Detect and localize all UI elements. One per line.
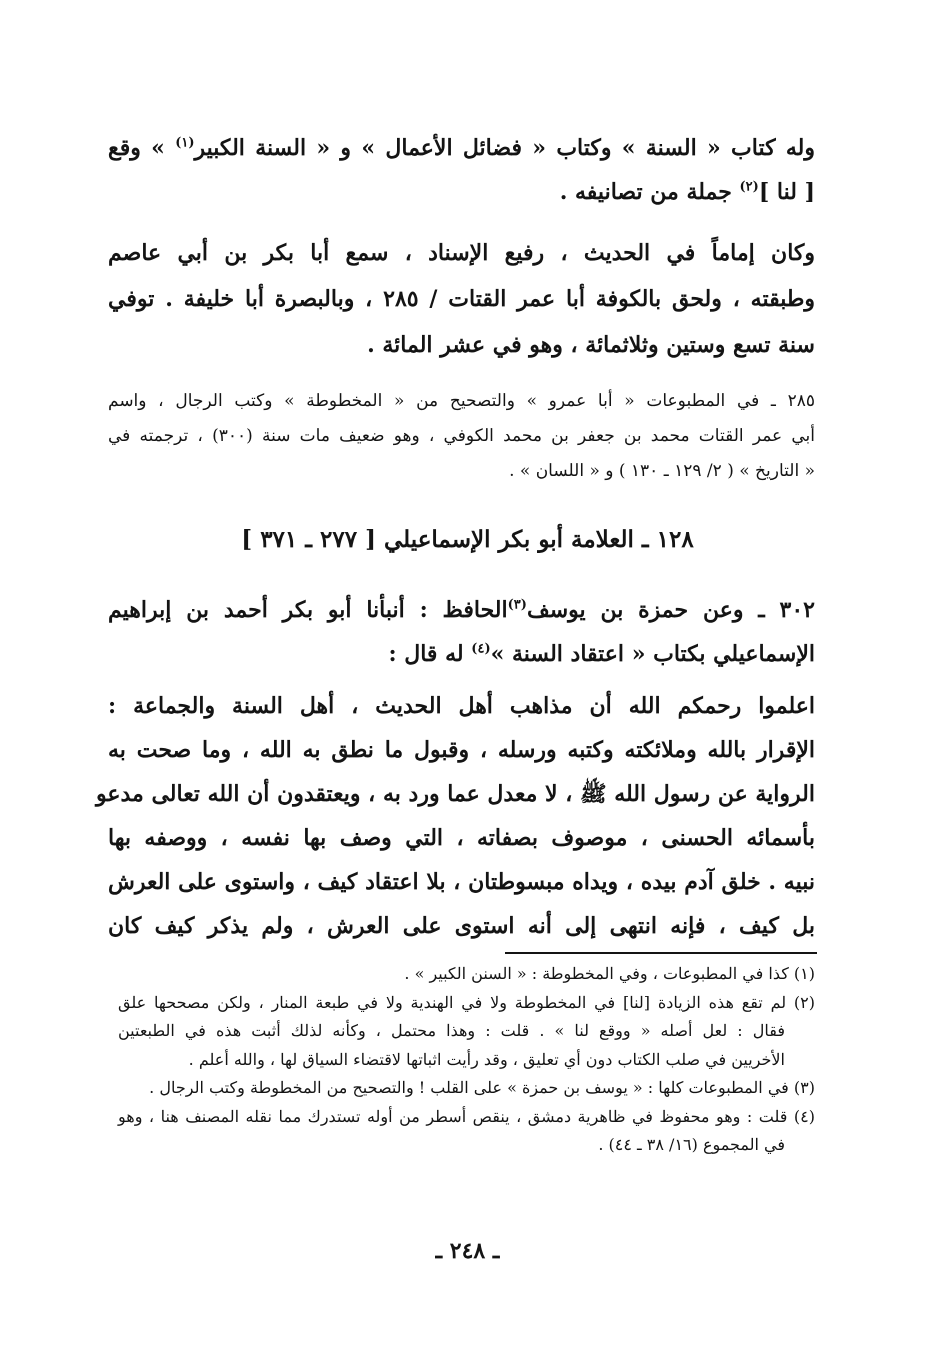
text-line [108,170,815,214]
text-line: « التاريخ » ( ٢/ ١٢٩ ـ ١٣٠ ) و « اللسان » . [509,461,815,481]
footnote-ref: (٢) [739,179,759,195]
text-line: ٢٨٥ ـ في المطبوعات « أبا عمرو » والتصحيح من « المخطوطة » وكتب الرجال ، واسم [108,391,815,411]
text-run: الحافظ : أنبأنا أبو بكر أحمد بن إبراهيم [108,597,508,623]
text-run: » وقع [108,135,165,161]
text-run: وله كتاب « السنة » وكتاب « فضائل الأعمال » و « السنة الكبير [194,135,815,161]
text-run: [ لنا ] [758,179,815,205]
marginal-note-285 [108,384,815,489]
footnote-ref: (٣) [507,597,527,613]
text-line: بأسمائه الحسنى ، موصوف بصفاته ، التي وصف بها نفسه ، ووصفه بها [108,825,815,851]
footnote-line: فقال : لعل أصله « ووقع لنا » . قلت : وهذا محتمل ، وكأنه لذلك أثبت هذه في الطبعتين [118,1021,785,1040]
footnote-ref: (١) [175,135,195,151]
text-line: وكان إماماً في الحديث ، رفيع الإسناد ، سمع أبا بكر بن أبي عاصم [108,240,815,266]
section-heading [108,520,827,560]
footnote-ref: (٤) [471,641,491,657]
text-line: الرواية عن رسول الله ﷺ ، لا معدل عما ورد به ، ويعتقدون أن الله تعالى مدعو [95,781,815,807]
footnote-line: (٤) قلت : وهو محفوظ في ظاهرية دمشق ، ينقص أسطر من أوله تستدرك مما نقله المصنف هنا ، وهو [118,1106,815,1126]
footnote-line: (٣) في المطبوعات كلها : « يوسف بن حمزة » على القلب ! والتصحيح من المخطوطة وكتب الرجال . [149,1078,815,1097]
paragraph-creed [95,684,815,948]
footnote-line: (٢) لم تقع هذه الزيادة [لنا] في المخطوطة ولا في الهندية ولا في طبعة المنار ، ولكن مصححها علق [118,992,815,1012]
text-line: وطبقته ، ولحق بالكوفة أبا عمر القتات / ٢٨٥ ، وبالبصرة أبا خليفة . توفي [108,286,815,312]
paragraph-narration [108,588,815,676]
text-line: سنة تسع وستين وثلاثمائة ، وهو في عشر المائة . [367,332,815,358]
footnote-line: في المجموع (١٦/ ٣٨ ـ ٤٤) . [598,1135,785,1154]
paragraph-works [108,126,815,214]
text-line: الإقرار بالله وملائكته وكتبه ورسله ، وقبول ما نطق به الله ، وما صحت به [108,737,815,763]
heading-text: ١٢٨ ـ العلامة أبو بكر الإسماعيلي [ ٢٧٧ ـ ٣٧١ ] [241,526,694,553]
text-line [108,632,815,676]
text-line [108,126,815,170]
text-line: نبيه . خلق آدم بيده ، ويداه مبسوطتان ، بلا اعتقاد كيف ، واستوى على العرش [108,869,815,895]
text-line: أبي عمر القتات محمد بن جعفر بن محمد الكوفي ، وهو ضعيف مات سنة (٣٠٠) ، ترجمته في [108,426,815,446]
text-line: بل كيف ، فإنه انتهى إلى أنه استوى على العرش ، ولم يذكر كيف كان [108,913,815,939]
text-run: جملة من تصانيفه . [559,179,732,205]
text-run: له قال : [388,641,464,667]
footnote-divider [505,952,817,954]
footnotes [118,960,815,1160]
text-line: اعلموا رحمكم الله أن مذاهب أهل الحديث ، أهل السنة والجماعة : [108,693,815,719]
text-run: الإسماعيلي بكتاب « اعتقاد السنة » [490,641,815,667]
paragraph-biography [108,230,815,368]
page-number: ـ ٢٤٨ ـ [435,1238,500,1264]
footnote-line: الأخريين في صلب الكتاب دون أي تعليق ، وقد رأيت اثباتها لاقتضاء السياق لها ، والله أعلم . [188,1049,785,1069]
text-run: ٣٠٢ ـ وعن حمزة بن يوسف [526,597,815,623]
text-line [108,588,815,632]
footnote-line: (١) كذا في المطبوعات ، وفي المخطوطة : « السنن الكبير » . [404,964,815,983]
